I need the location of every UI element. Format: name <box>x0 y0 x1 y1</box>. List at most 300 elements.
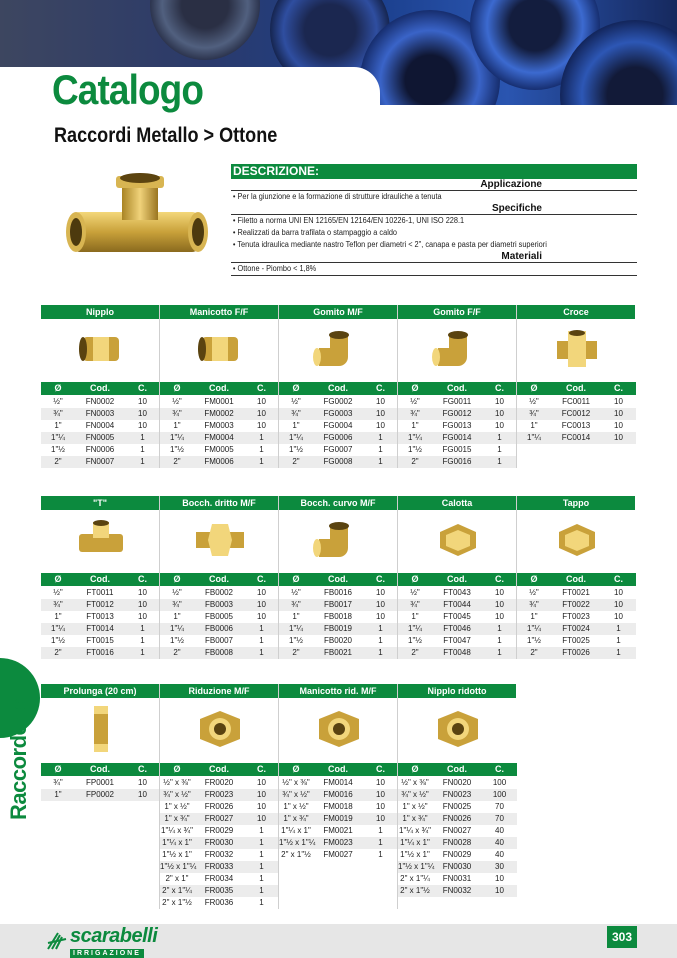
table-row <box>41 444 160 456</box>
extension-image <box>41 698 160 760</box>
cell-code: FG0004 <box>323 421 353 430</box>
cell-diameter: 1" x ¾" <box>283 814 309 823</box>
col-label-c: C. <box>138 764 147 774</box>
cell-code: FM0003 <box>204 421 234 430</box>
cell-diameter: 2" <box>292 648 300 657</box>
cell-qty: 10 <box>495 588 504 597</box>
cell-code: FB0007 <box>204 636 234 645</box>
table-row <box>41 623 160 635</box>
cell-diameter: 2" <box>54 457 62 466</box>
cell-qty: 10 <box>495 397 504 406</box>
cell-code: FG0012 <box>442 409 472 418</box>
table-row <box>160 635 279 647</box>
table-row <box>517 599 636 611</box>
cell-diameter: 2" <box>411 648 419 657</box>
cell-diameter: ¾" x ½" <box>163 790 191 799</box>
table-row <box>398 777 517 789</box>
table-row <box>41 611 160 623</box>
table-row <box>279 456 398 468</box>
cell-qty: 70 <box>495 802 504 811</box>
table-row <box>398 611 517 623</box>
table-row <box>517 611 636 623</box>
cell-diameter: 1" <box>54 421 62 430</box>
group-title: Calotta <box>398 496 517 510</box>
cell-code: FT0026 <box>562 648 590 657</box>
cell-code: FB0003 <box>204 600 234 609</box>
table-row <box>160 587 279 599</box>
cell-diameter: 2" x 1"½ <box>400 886 430 895</box>
cross-image <box>517 319 636 379</box>
cell-qty: 40 <box>495 826 504 835</box>
cell-diameter: ½" <box>291 588 301 597</box>
cell-code: FT0022 <box>562 600 590 609</box>
cell-diameter: ½" <box>172 397 182 406</box>
column-divider <box>397 684 398 909</box>
col-label-d: Ø <box>411 574 419 584</box>
cell-code: FM0014 <box>323 778 353 787</box>
column-headers <box>398 382 517 395</box>
col-label-code: Cod. <box>447 764 467 774</box>
group-title: Bocch. curvo M/F <box>279 496 398 510</box>
col-label-d: Ø <box>292 764 300 774</box>
cell-qty: 1 <box>497 433 502 442</box>
cell-diameter: 1" x ½" <box>402 802 428 811</box>
cell-diameter: 1"½ <box>170 636 184 645</box>
cell-diameter: 1" <box>173 612 181 621</box>
cell-code: FG0002 <box>323 397 353 406</box>
cap-image <box>398 510 517 570</box>
cell-code: FG0007 <box>323 445 353 454</box>
cell-diameter: 1"¼ x ¾" <box>161 826 193 835</box>
column-headers <box>517 573 636 586</box>
cell-qty: 10 <box>376 588 385 597</box>
cell-diameter: ½" <box>291 397 301 406</box>
cell-code: FM0005 <box>204 445 234 454</box>
column-headers <box>279 382 398 395</box>
tee-image <box>41 510 160 570</box>
cell-diameter: 1" <box>292 421 300 430</box>
table-row <box>398 789 517 801</box>
col-label-c: C. <box>614 383 623 393</box>
column-divider <box>397 496 398 659</box>
cell-qty: 1 <box>497 636 502 645</box>
cell-diameter: 2" <box>530 648 538 657</box>
cell-qty: 10 <box>614 409 623 418</box>
cell-qty: 40 <box>495 838 504 847</box>
table-row <box>398 885 517 897</box>
table-row <box>279 647 398 659</box>
cell-code: FN0006 <box>85 445 115 454</box>
cell-diameter: 1"½ <box>408 636 422 645</box>
nipple-image <box>41 319 160 379</box>
cell-code: FG0006 <box>323 433 353 442</box>
cell-diameter: 2" x 1"½ <box>162 898 192 907</box>
cell-diameter: 1"½ <box>289 445 303 454</box>
cell-qty: 1 <box>259 433 264 442</box>
cell-diameter: ¾" <box>529 409 539 418</box>
table-row <box>279 408 398 420</box>
column-headers <box>398 573 517 586</box>
cell-code: FR0030 <box>204 838 234 847</box>
group-title: Tappo <box>517 496 636 510</box>
cell-qty: 1 <box>259 886 264 895</box>
col-label-c: C. <box>138 383 147 393</box>
col-label-c: C. <box>257 764 266 774</box>
cell-qty: 10 <box>257 612 266 621</box>
cell-qty: 1 <box>378 648 383 657</box>
table-row <box>41 456 160 468</box>
col-label-d: Ø <box>54 764 62 774</box>
cell-code: FN0031 <box>442 874 472 883</box>
cell-code: FM0001 <box>204 397 234 406</box>
col-label-d: Ø <box>54 383 62 393</box>
cell-qty: 40 <box>495 850 504 859</box>
cell-code: FT0025 <box>562 636 590 645</box>
cell-code: FC0013 <box>561 421 591 430</box>
col-label-code: Cod. <box>447 574 467 584</box>
cell-diameter: ¾" <box>172 600 182 609</box>
cell-diameter: 1" <box>530 421 538 430</box>
col-label-d: Ø <box>411 383 419 393</box>
cell-diameter: ¾" <box>53 409 63 418</box>
sleeve-image <box>160 319 279 379</box>
cell-qty: 10 <box>138 600 147 609</box>
table-row <box>279 635 398 647</box>
cell-qty: 1 <box>259 624 264 633</box>
cell-qty: 1 <box>259 636 264 645</box>
table-row <box>160 777 279 789</box>
col-label-code: Cod. <box>209 574 229 584</box>
cell-diameter: 1"¼ x ¾" <box>399 826 431 835</box>
col-label-d: Ø <box>411 764 419 774</box>
table-row <box>160 825 279 837</box>
cell-qty: 1 <box>140 636 145 645</box>
table-row <box>160 647 279 659</box>
col-label-code: Cod. <box>328 574 348 584</box>
cell-code: FN0025 <box>442 802 472 811</box>
table-row <box>160 885 279 897</box>
cell-code: FT0046 <box>443 624 471 633</box>
cell-code: FR0036 <box>204 898 234 907</box>
table-row <box>398 408 517 420</box>
cell-code: FB0002 <box>204 588 234 597</box>
table-row <box>398 873 517 885</box>
table-row <box>398 599 517 611</box>
plug-image <box>517 510 636 570</box>
table-row <box>41 635 160 647</box>
table-row <box>517 432 636 444</box>
cell-diameter: 1"½ x 1"¼ <box>160 862 197 871</box>
cell-code: FT0014 <box>86 624 114 633</box>
table-row <box>279 420 398 432</box>
col-label-d: Ø <box>173 764 181 774</box>
cell-code: FT0013 <box>86 612 114 621</box>
brand-subtitle: IRRIGAZIONE <box>70 949 144 958</box>
table-row <box>160 599 279 611</box>
cell-qty: 30 <box>495 862 504 871</box>
cell-qty: 10 <box>376 802 385 811</box>
cell-qty: 1 <box>497 624 502 633</box>
cell-diameter: ¾" <box>172 409 182 418</box>
cell-qty: 1 <box>140 457 145 466</box>
cell-code: FG0016 <box>442 457 472 466</box>
cell-qty: 1 <box>259 457 264 466</box>
table-row <box>279 623 398 635</box>
cell-qty: 10 <box>138 790 147 799</box>
union-image <box>160 510 279 570</box>
cell-diameter: 1"¼ <box>289 624 303 633</box>
table-row <box>398 587 517 599</box>
page-title: Catalogo <box>52 66 204 113</box>
table-row <box>41 647 160 659</box>
bullet-text: • Realizzati da barra trafilata o stampaggio a caldo <box>231 227 605 239</box>
cell-qty: 1 <box>259 850 264 859</box>
column-headers <box>41 382 160 395</box>
section-title-specifiche: Specifiche <box>231 203 637 215</box>
table-row <box>517 396 636 408</box>
column-headers <box>160 573 279 586</box>
cell-qty: 10 <box>495 409 504 418</box>
cell-diameter: 1"¼ <box>289 433 303 442</box>
table-row <box>160 611 279 623</box>
cell-code: FT0047 <box>443 636 471 645</box>
col-label-code: Cod. <box>90 383 110 393</box>
cell-qty: 10 <box>257 421 266 430</box>
cell-diameter: 1" x ½" <box>164 802 190 811</box>
cell-diameter: ½" <box>410 588 420 597</box>
cell-diameter: ½" x ⅜" <box>401 778 429 787</box>
column-headers <box>160 382 279 395</box>
cell-code: FT0048 <box>443 648 471 657</box>
cell-qty: 1 <box>259 445 264 454</box>
table-row <box>279 611 398 623</box>
cell-qty: 10 <box>138 588 147 597</box>
cell-code: FR0020 <box>204 778 234 787</box>
cell-diameter: ¾" <box>291 600 301 609</box>
cell-qty: 10 <box>376 612 385 621</box>
cell-diameter: 1"¼ <box>51 433 65 442</box>
cell-code: FN0032 <box>442 886 472 895</box>
group-title: Croce <box>517 305 636 319</box>
cell-code: FR0034 <box>204 874 234 883</box>
cell-diameter: 1" x ¾" <box>402 814 428 823</box>
col-label-code: Cod. <box>328 764 348 774</box>
group-title: Gomito F/F <box>398 305 517 319</box>
logo-sprinkler-icon <box>46 929 70 951</box>
col-label-code: Cod. <box>566 574 586 584</box>
col-label-c: C. <box>376 383 385 393</box>
group-title: Gomito M/F <box>279 305 398 319</box>
column-headers <box>279 573 398 586</box>
table-row <box>398 456 517 468</box>
cell-qty: 10 <box>614 397 623 406</box>
cell-diameter: ½" <box>410 397 420 406</box>
cell-code: FN0005 <box>85 433 115 442</box>
cell-qty: 10 <box>614 421 623 430</box>
group-title: Nipplo ridotto <box>398 684 517 698</box>
cell-qty: 100 <box>492 778 507 787</box>
cell-diameter: 1"½ x 1"¼ <box>398 862 435 871</box>
table-row <box>160 897 279 909</box>
table-row <box>517 420 636 432</box>
table-row <box>517 647 636 659</box>
cell-diameter: 1"¼ <box>408 624 422 633</box>
cell-code: FM0018 <box>323 802 353 811</box>
cell-qty: 10 <box>614 600 623 609</box>
cell-code: FB0006 <box>204 624 234 633</box>
col-label-code: Cod. <box>209 383 229 393</box>
col-label-c: C. <box>614 574 623 584</box>
table-row <box>398 837 517 849</box>
table-row <box>517 623 636 635</box>
cell-code: FB0018 <box>323 612 353 621</box>
table-row <box>279 825 398 837</box>
cell-diameter: ½" <box>53 588 63 597</box>
col-label-code: Cod. <box>566 383 586 393</box>
cell-code: FM0006 <box>204 457 234 466</box>
cell-code: FR0027 <box>204 814 234 823</box>
group-title: Prolunga (20 cm) <box>41 684 160 698</box>
cell-diameter: ¾" <box>53 778 63 787</box>
cell-code: FR0032 <box>204 850 234 859</box>
col-label-code: Cod. <box>90 574 110 584</box>
cell-diameter: 1"½ x 1" <box>162 850 192 859</box>
cell-code: FT0016 <box>86 648 114 657</box>
cell-code: FT0024 <box>562 624 590 633</box>
group-title: Riduzione M/F <box>160 684 279 698</box>
cell-code: FR0033 <box>204 862 234 871</box>
cell-qty: 1 <box>378 433 383 442</box>
cell-code: FN0003 <box>85 409 115 418</box>
table-row <box>160 801 279 813</box>
cell-diameter: 1"¼ <box>170 624 184 633</box>
cell-diameter: 1"½ <box>51 445 65 454</box>
col-label-c: C. <box>376 574 385 584</box>
table-row <box>279 849 398 861</box>
group-title: Manicotto rid. M/F <box>279 684 398 698</box>
cell-qty: 10 <box>376 790 385 799</box>
column-headers <box>398 763 517 776</box>
table-row <box>517 408 636 420</box>
cell-diameter: ½" <box>53 397 63 406</box>
table-row <box>160 420 279 432</box>
table-row <box>160 623 279 635</box>
breadcrumb: Raccordi Metallo > Ottone <box>54 124 278 147</box>
col-label-c: C. <box>495 383 504 393</box>
column-headers <box>160 763 279 776</box>
table-row <box>160 813 279 825</box>
cell-diameter: 1"½ <box>170 445 184 454</box>
cell-diameter: 2" <box>54 648 62 657</box>
cell-diameter: 2" <box>173 457 181 466</box>
table-row <box>279 599 398 611</box>
cell-qty: 10 <box>376 600 385 609</box>
cell-qty: 10 <box>257 600 266 609</box>
column-divider <box>278 305 279 468</box>
table-row <box>398 813 517 825</box>
col-label-code: Cod. <box>447 383 467 393</box>
table-row <box>160 849 279 861</box>
col-label-code: Cod. <box>209 764 229 774</box>
column-headers <box>279 763 398 776</box>
cell-code: FG0008 <box>323 457 353 466</box>
table-row <box>41 420 160 432</box>
cell-qty: 10 <box>257 588 266 597</box>
cell-qty: 1 <box>378 850 383 859</box>
cell-diameter: 1"¼ <box>527 433 541 442</box>
col-label-c: C. <box>257 574 266 584</box>
cell-code: FN0004 <box>85 421 115 430</box>
cell-code: FN0026 <box>442 814 472 823</box>
cell-qty: 10 <box>376 421 385 430</box>
cell-code: FC0012 <box>561 409 591 418</box>
cell-qty: 1 <box>616 624 621 633</box>
cell-code: FN0028 <box>442 838 472 847</box>
cell-code: FB0008 <box>204 648 234 657</box>
table-row <box>41 396 160 408</box>
description-heading: DESCRIZIONE: <box>231 164 637 179</box>
table-row <box>160 861 279 873</box>
cell-diameter: 1"½ x 1" <box>400 850 430 859</box>
sidebar-label <box>6 698 31 820</box>
cell-diameter: ¾" <box>410 409 420 418</box>
table-row <box>398 647 517 659</box>
cell-code: FN0007 <box>85 457 115 466</box>
cell-qty: 1 <box>378 624 383 633</box>
table-row <box>279 432 398 444</box>
table-row <box>41 587 160 599</box>
cell-qty: 10 <box>376 397 385 406</box>
cell-diameter: 2" <box>292 457 300 466</box>
cell-qty: 1 <box>259 648 264 657</box>
cell-qty: 10 <box>495 600 504 609</box>
description-panel <box>231 164 637 276</box>
bullet-text: • Tenuta idraulica mediante nastro Teflon per diametri < 2", canapa e pasta per diametri superiori <box>231 239 605 251</box>
col-label-d: Ø <box>173 574 181 584</box>
cell-diameter: 1" x ¾" <box>164 814 190 823</box>
cell-code: FT0015 <box>86 636 114 645</box>
reducer-sleeve-image <box>279 698 398 760</box>
cell-diameter: ¾" <box>291 409 301 418</box>
cell-qty: 1 <box>497 445 502 454</box>
cell-code: FT0021 <box>562 588 590 597</box>
cell-qty: 1 <box>616 648 621 657</box>
col-label-c: C. <box>257 383 266 393</box>
cell-code: FG0015 <box>442 445 472 454</box>
table-row <box>398 432 517 444</box>
reducer-image <box>160 698 279 760</box>
cell-code: FB0016 <box>323 588 353 597</box>
cell-diameter: ¾" x ½" <box>401 790 429 799</box>
cell-code: FG0011 <box>442 397 472 406</box>
cell-diameter: 1"¼ x 1" <box>162 838 192 847</box>
table-row <box>398 635 517 647</box>
cell-code: FC0011 <box>562 397 590 406</box>
cell-qty: 1 <box>378 445 383 454</box>
col-label-c: C. <box>495 574 504 584</box>
column-divider <box>159 496 160 659</box>
col-label-d: Ø <box>292 383 300 393</box>
cell-qty: 1 <box>616 636 621 645</box>
group-title: Manicotto F/F <box>160 305 279 319</box>
col-label-d: Ø <box>292 574 300 584</box>
cell-qty: 10 <box>138 397 147 406</box>
cell-diameter: 2" x 1"¼ <box>162 886 192 895</box>
table-row <box>160 873 279 885</box>
column-headers <box>41 573 160 586</box>
cell-code: FR0023 <box>204 790 234 799</box>
col-label-d: Ø <box>54 574 62 584</box>
